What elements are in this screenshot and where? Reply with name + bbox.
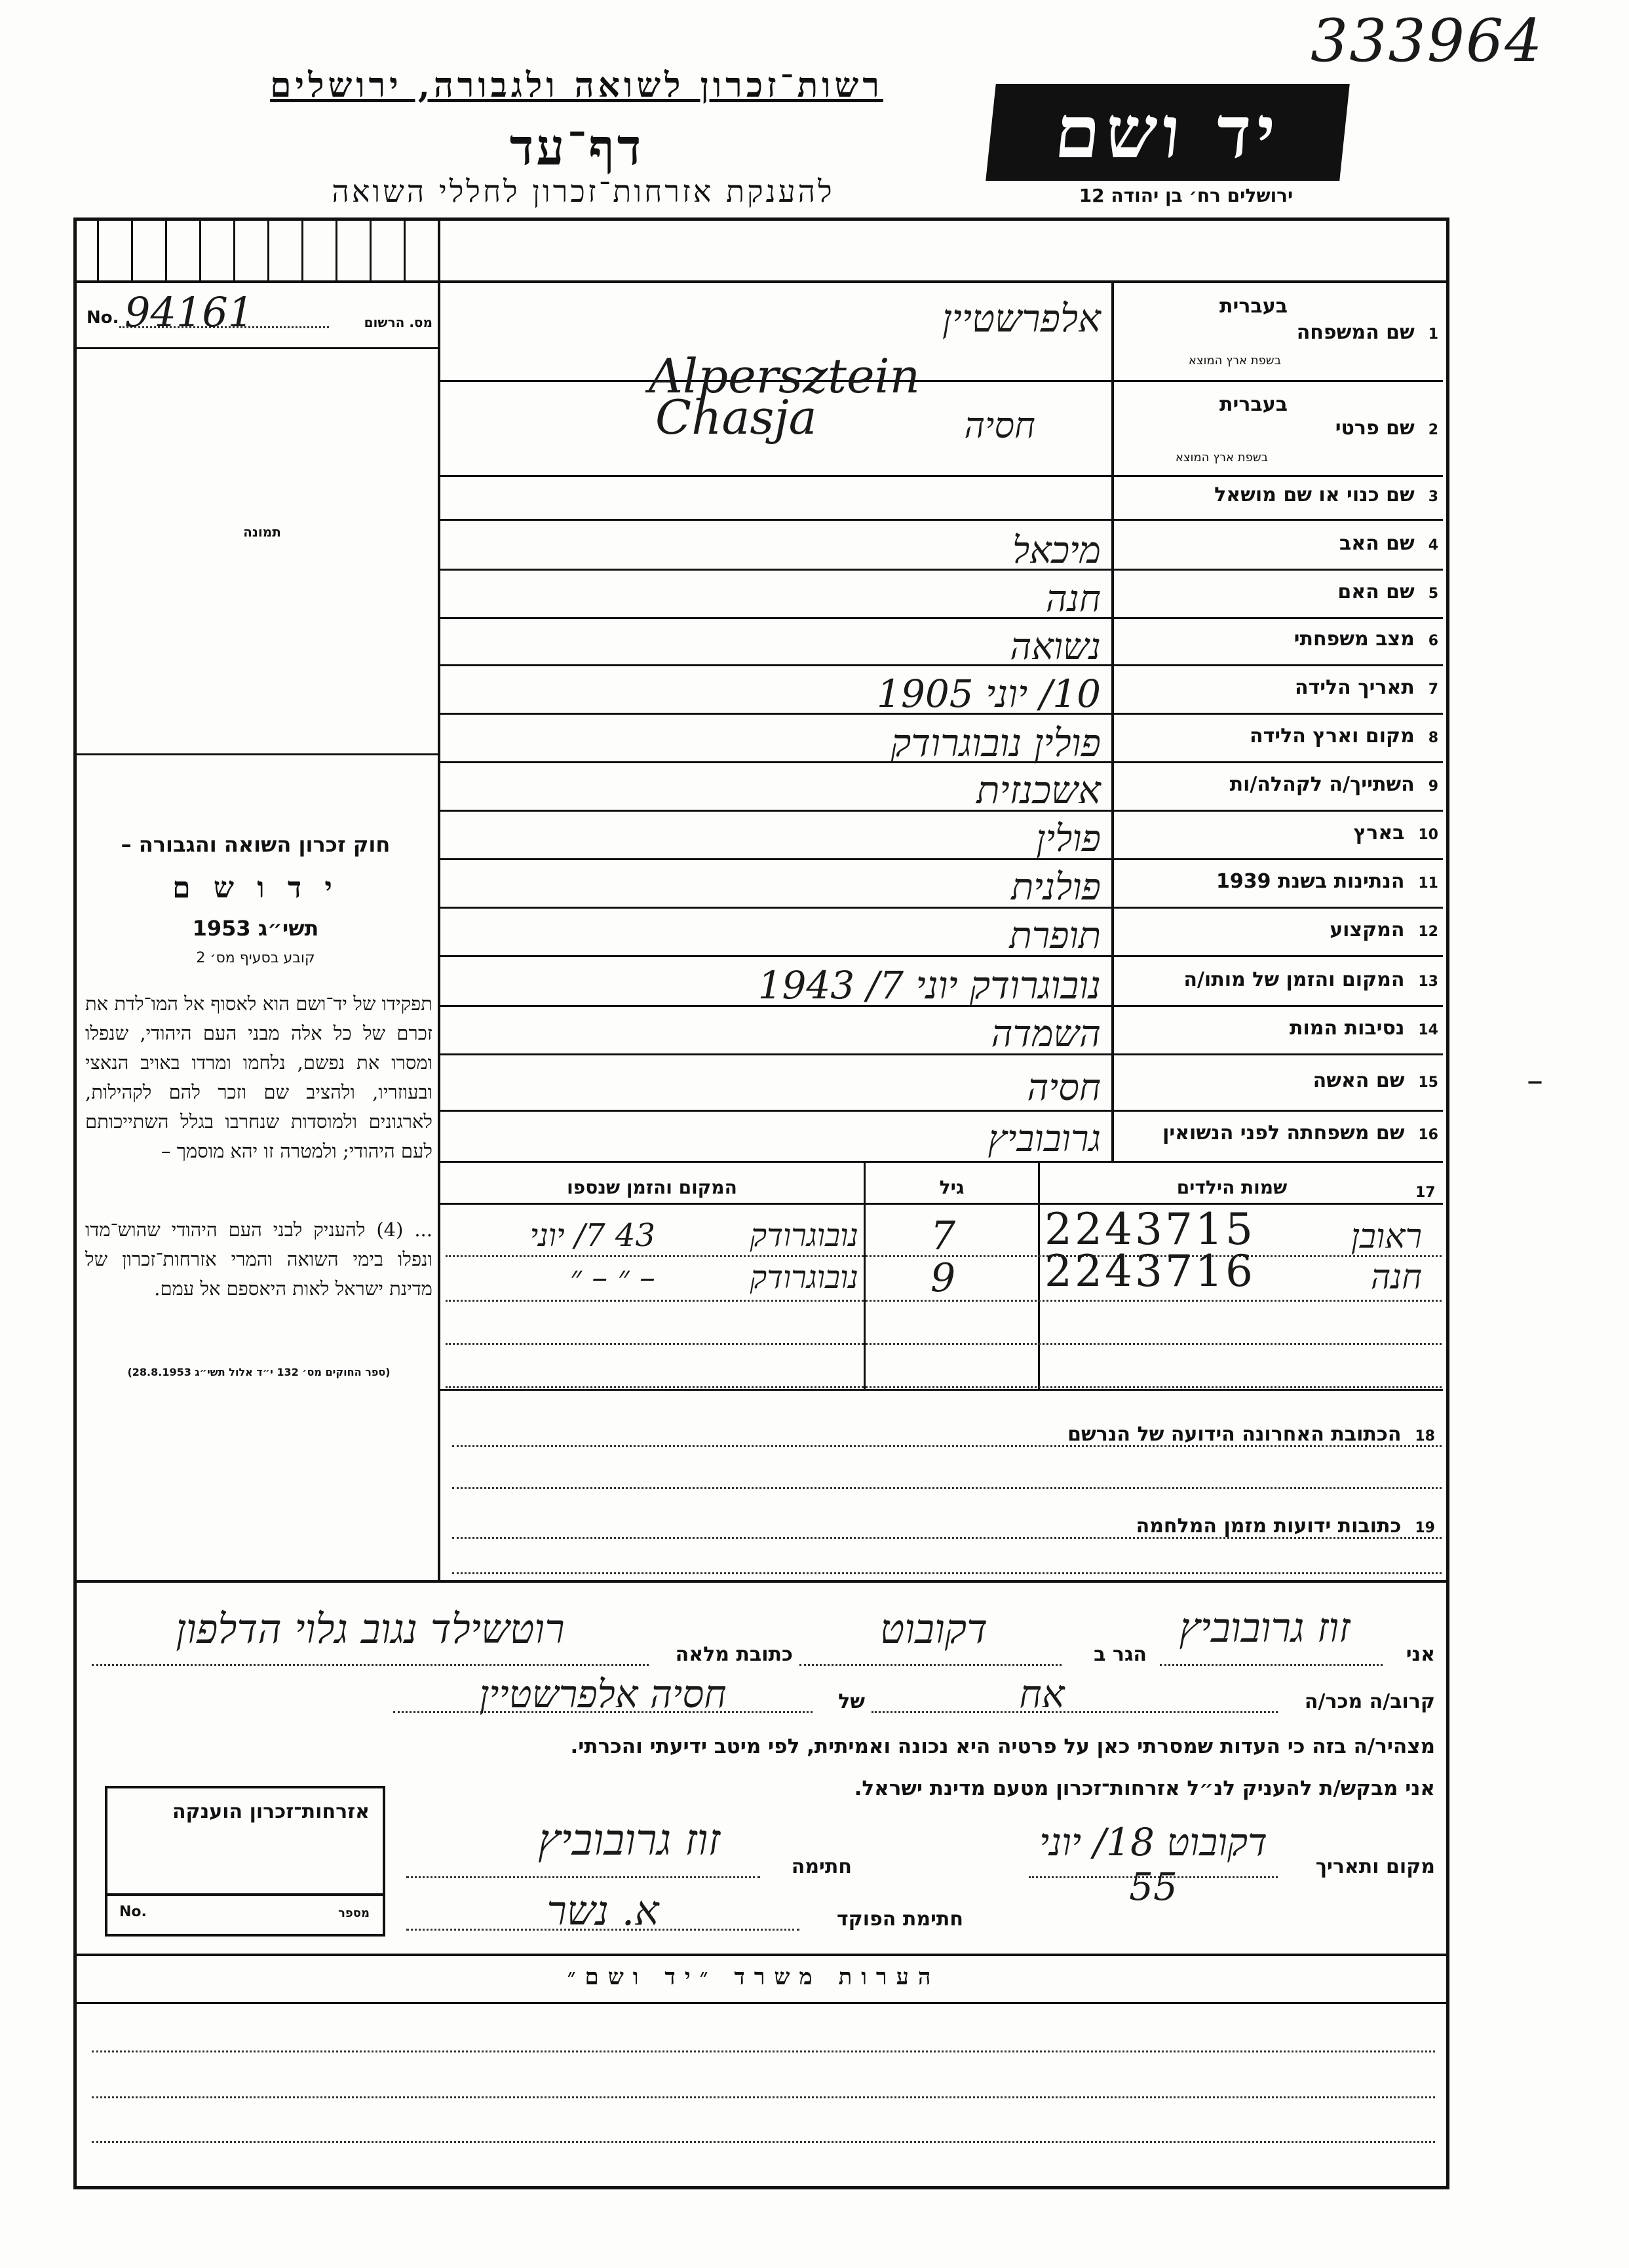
field-2-value-latin: Chasja	[655, 390, 817, 445]
field-1-sub2: בשפת ארץ המוצא	[1188, 354, 1281, 368]
decl-officer-label: חתימת הפוקד	[837, 1908, 963, 1931]
office-notes-title: הערות משרד ״יד ושם״	[567, 1964, 940, 1990]
children-header-names: שמות הילדים	[1176, 1177, 1288, 1198]
field-1-sub: בעברית	[1219, 295, 1288, 318]
field-7-label: 7 תאריך הלידה	[1294, 676, 1438, 699]
decl-relation: אח	[1019, 1672, 1065, 1716]
award-box-rule	[107, 1893, 383, 1896]
child-1-name: ראובן	[1351, 1217, 1422, 1257]
field-19-label: 19 כתובות ידועות מזמן המלחמה	[1136, 1515, 1435, 1538]
child-2-id: 2243716	[1044, 1246, 1255, 1296]
child-2-name: חנה	[1370, 1258, 1422, 1297]
award-box-no: No.	[119, 1904, 147, 1920]
field-1-value-latin: Alpersztein	[649, 349, 920, 404]
field-15-value: חסיה	[1027, 1067, 1101, 1109]
field-2-value-hebrew: חסיה	[964, 405, 1035, 446]
decl-i-label: אני	[1406, 1643, 1435, 1666]
field-11-value: פולנית	[1011, 866, 1101, 909]
field-2-sub2: בשפת ארץ המוצא	[1175, 451, 1268, 464]
field-4-label: 4 שם האב	[1339, 532, 1438, 555]
field-5-label: 5 שם האם	[1337, 580, 1438, 603]
child-1-place: נובוגרודק	[750, 1217, 858, 1254]
award-box	[105, 1786, 385, 1937]
decl-statement-2: אני מבקש/ת להעניק לנ״ל אזרחות־זכרון מטעם מדינת ישראל.	[854, 1777, 1435, 1800]
field-13-value: נובוגרודק יוני 7/ 1943	[757, 963, 1101, 1008]
decl-resides: דקובוט	[879, 1605, 988, 1653]
field-13-label: 13 המקום והזמן של מותו/ה	[1183, 968, 1438, 991]
field-5-value: חנה	[1045, 578, 1101, 620]
registration-label: מס. הרשום	[364, 314, 432, 330]
child-2-place: נובוגרודק	[750, 1259, 858, 1296]
authority-title: רשות־זכרון לשואה ולגבורה, ירושלים	[270, 66, 883, 105]
photo-label: תמונה	[243, 524, 281, 540]
decl-declarant: זוז גרובוביץ	[1179, 1604, 1351, 1652]
field-18-label: 18 הכתובת האחרונה הידועה של הנרשם	[1067, 1423, 1435, 1446]
field-14-label: 14 נסיבות המות	[1290, 1017, 1438, 1040]
field-11-label: 11 הנתינות בשנת 1939	[1216, 870, 1438, 893]
margin-mark: –	[1527, 1061, 1543, 1099]
decl-officer-signature: א. נשר	[546, 1887, 659, 1935]
field-17-num: 17	[1415, 1184, 1436, 1201]
decl-of-label: של	[838, 1690, 865, 1713]
field-8-value: פולין נובוגרודק	[891, 721, 1101, 765]
law-paragraph-2: ... (4) להעניק לבני העם היהודי שהוש־מדו ונפלו בימי השואה והמרי אזרחות־זכרון של מדינת ישראל לאות היאספם אל עמם.	[85, 1219, 432, 1300]
law-year: תשי״ג 1953	[192, 916, 319, 941]
award-box-title: אזרחות־זכרון הוענקה	[172, 1800, 370, 1823]
field-14-value: השמדה	[991, 1013, 1101, 1055]
form-title: דף־עד	[509, 118, 644, 176]
law-citation: (ספר החוקים מס׳ 132 י״ד אלול תשי״ג 28.8.1953)	[127, 1366, 391, 1378]
field-10-label: 10 בארץ	[1353, 822, 1438, 844]
decl-resides-label: הגר ב	[1094, 1643, 1147, 1666]
decl-signature: זוז גרובוביץ	[538, 1815, 720, 1865]
field-12-label: 12 המקצוע	[1330, 918, 1438, 941]
field-1-value-hebrew: אלפרשטיין	[942, 296, 1101, 341]
decl-statement-1: מצהיר/ה בזה כי העדות שמסרתי כאן על פרטיה היא נכונה ואמיתית, לפי מיטב ידיעתי והכרתי.	[570, 1735, 1435, 1758]
decl-place-date: דקובוט 18/ יוני 55	[1039, 1820, 1267, 1909]
field-8-label: 8 מקום וארץ הלידה	[1250, 725, 1438, 747]
header-address: ירושלים רח׳ בן יהודה 12	[1079, 185, 1294, 206]
decl-of-name: חסיה אלפרשטיין	[479, 1672, 727, 1716]
field-9-value: אשכנזית	[976, 768, 1101, 812]
field-2-sub: בעברית	[1219, 393, 1288, 416]
field-7-value: 10/ יוני 1905	[877, 671, 1101, 716]
decl-relative-label: קרוב/ה מכר/ה	[1304, 1690, 1435, 1713]
field-2-label: 2 שם פרטי	[1335, 417, 1438, 440]
field-6-label: 6 מצב משפחתי	[1294, 628, 1438, 651]
registration-number: 94161	[125, 288, 254, 336]
field-16-value: גרובוביץ	[987, 1118, 1101, 1160]
child-1-age: 7	[930, 1213, 956, 1259]
decl-place-date-label: מקום ותאריך	[1315, 1855, 1435, 1878]
law-paragraph-1: תפקידו של יד־ושם הוא לאסוף אל המו־לדת את זכרם של כל אלה מבני העם היהודי, שנפלו ומסרו את נפשם, נלחמו ומרדו באויב הנאצי ובעוזריו, ולהציב שם וזכר להם לקהילות, לארגונים ולמוסדות שנחרבו בגלל השתייכותם לעם היהודי; ולמטרה זו יהא מוסמך –	[85, 992, 432, 1162]
field-6-value: נשואה	[1010, 626, 1101, 668]
field-12-value: תופרת	[1009, 915, 1101, 957]
field-4-value: מיכאל	[1012, 529, 1101, 572]
decl-address: רוטשילד נגוב גלוי הדלפון	[176, 1605, 565, 1653]
archive-number: 333964	[1311, 7, 1544, 75]
law-name: י ד ו ש ם	[172, 871, 339, 905]
children-header-age: גיל	[939, 1177, 965, 1198]
field-9-label: 9 השתייך/ה לקהלה/ות	[1229, 773, 1438, 796]
child-1-date: 43 7/ יוני	[529, 1217, 655, 1254]
registration-no-label: No.	[86, 308, 119, 328]
decl-signature-label: חתימה	[791, 1855, 852, 1878]
field-1-label: 1 שם המשפחה	[1296, 321, 1438, 344]
field-10-value: פולין	[1036, 818, 1101, 860]
field-16-label: 16 שם משפחתה לפני הנשואין	[1162, 1122, 1438, 1144]
law-clause: קובע בסעיף מס׳ 2	[196, 950, 315, 966]
children-header-place-time: המקום והזמן שנספו	[567, 1177, 737, 1198]
child-2-date: – ״ – ״	[569, 1259, 655, 1296]
child-1-id: 2243715	[1044, 1204, 1255, 1255]
field-15-label: 15 שם האשה	[1313, 1069, 1438, 1092]
yad-vashem-logo	[986, 84, 1350, 181]
award-box-number-label: מספר	[338, 1906, 370, 1920]
form-subtitle: להענקת אזרחות־זכרון לחללי השואה	[332, 174, 835, 209]
decl-address-label: כתובת מלאה	[675, 1643, 793, 1666]
field-3-label: 3 שם כנוי או שם מושאל	[1214, 483, 1438, 506]
logo-text: יד ושם	[1050, 90, 1285, 174]
law-title: חוק זכרון השואה והגבורה –	[121, 832, 391, 857]
child-2-age: 9	[930, 1255, 956, 1301]
